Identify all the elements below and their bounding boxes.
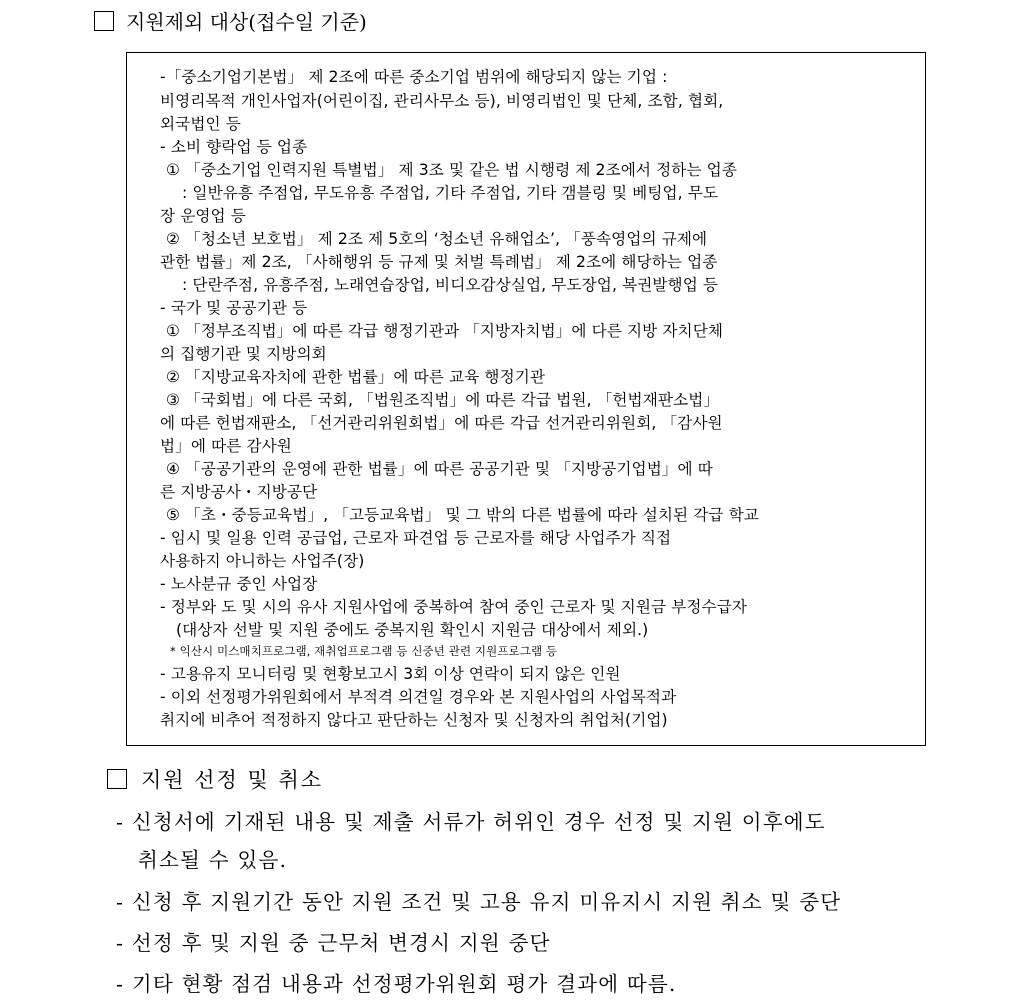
exclusion-line: ① 「정부조직법」에 따른 각급 행정기관과 「지방자치법」에 다른 지방 자치단체 [166,322,724,340]
selection-bullet-continuation: 취소될 수 있음. [138,848,288,872]
selection-bullet: - 선정 후 및 지원 중 근무처 변경시 지원 중단 [116,931,551,955]
exclusion-line: - 고용유지 모니터링 및 현황보고시 3회 이상 연락이 되지 않은 인원 [160,665,621,683]
exclusion-line: ② 「청소년 보호법」 제 2조 제 5호의 ‘청소년 유해업소’, 「풍속영업의 규제에 [166,230,708,248]
selection-bullet: - 신청 후 지원기간 동안 지원 조건 및 고용 유지 미유지시 지원 취소 및 중단 [116,890,842,914]
exclusion-line: 장 운영업 등 [160,207,246,225]
exclusion-line: - 이외 선정평가위원회에서 부적격 의견일 경우와 본 지원사업의 사업목적과 [160,688,677,706]
exclusion-line: ④ 「공공기관의 운영에 관한 법률」에 따른 공공기관 및 「지방공기업법」에 따 [166,460,713,478]
section-heading-exclusion [94,6,367,35]
exclusion-line: : 일반유흥 주점업, 무도유흥 주점업, 기타 주점업, 기타 갬블링 및 베팅업, 무도 [182,184,719,202]
section-title: 지원제외 대상(접수일 기준) [126,10,367,34]
exclusion-line: 의 집행기관 및 지방의회 [160,345,327,363]
exclusion-line: 외국법인 등 [160,115,241,133]
exclusion-line: - 임시 및 일용 인력 공급업, 근로자 파견업 등 근로자를 해당 사업주가 직접 [160,529,672,547]
exclusion-line: ① 「중소기업 인력지원 특별법」 제 3조 및 같은 법 시행령 제 2조에서 정하는 업종 [166,161,737,179]
exclusion-line: - 노사분규 중인 사업장 [160,575,318,593]
exclusion-line: 비영리목적 개인사업자(어린이집, 관리사무소 등), 비영리법인 및 단체, 조합, 협회, [160,92,724,110]
exclusion-line: (대상자 선발 및 지원 중에도 중복지원 확인시 지원금 대상에서 제외.) [176,621,649,639]
exclusion-line: 사용하지 아니하는 사업주(장) [160,552,365,570]
exclusion-line: - 정부와 도 및 시의 유사 지원사업에 중복하여 참여 중인 근로자 및 지원금 부정수급자 [160,598,748,616]
checkbox-square-icon [107,769,127,789]
exclusion-line: 취지에 비추어 적정하지 않다고 판단하는 신청자 및 신청자의 취업처(기업) [160,711,668,729]
exclusion-line: ⑤ 「초・중등교육법」, 「고등교육법」 및 그 밖의 다른 법률에 따라 설치된 각급 학교 [166,506,759,524]
exclusion-line: - 소비 향락업 등 업종 [160,138,308,156]
exclusion-line: ③ 「국회법」에 다른 국회, 「법원조직법」에 따른 각급 법원, 「헌법재판소법」 [166,391,720,409]
exclusion-line: : 단란주점, 유흥주점, 노래연습장업, 비디오감상실업, 무도장업, 복권발행업 등 [182,276,719,294]
selection-bullet: - 기타 현황 점검 내용과 선정평가위원회 평가 결과에 따름. [116,972,677,996]
exclusion-footnote: * 익산시 미스매치프로그램, 재취업프로그램 등 신중년 관련 지원프로그램 등 [170,644,558,658]
exclusion-line: -「중소기업기본법」 제 2조에 따른 중소기업 범위에 해당되지 않는 기업 : [160,68,668,86]
exclusion-line: 관한 법률」제 2조, 「사해행위 등 규제 및 처벌 특례법」 제 2조에 해당하는 업종 [160,253,718,271]
section-title: 지원 선정 및 취소 [141,768,324,792]
exclusion-line: 에 따른 헌법재판소, 「선거관리위원회법」에 따른 각급 선거관리위원회, 「감사원 [160,414,723,432]
exclusion-line: 른 지방공사・지방공단 [160,483,318,501]
exclusion-line: - 국가 및 공공기관 등 [160,299,308,317]
exclusion-line: ② 「지방교육자치에 관한 법률」에 따른 교육 행정기관 [166,368,546,386]
exclusion-line: 법」에 따른 감사원 [160,437,292,455]
checkbox-square-icon [94,11,114,31]
section-heading-selection [107,764,323,794]
selection-bullet: - 신청서에 기재된 내용 및 제출 서류가 허위인 경우 선정 및 지원 이후에도 [116,810,826,834]
